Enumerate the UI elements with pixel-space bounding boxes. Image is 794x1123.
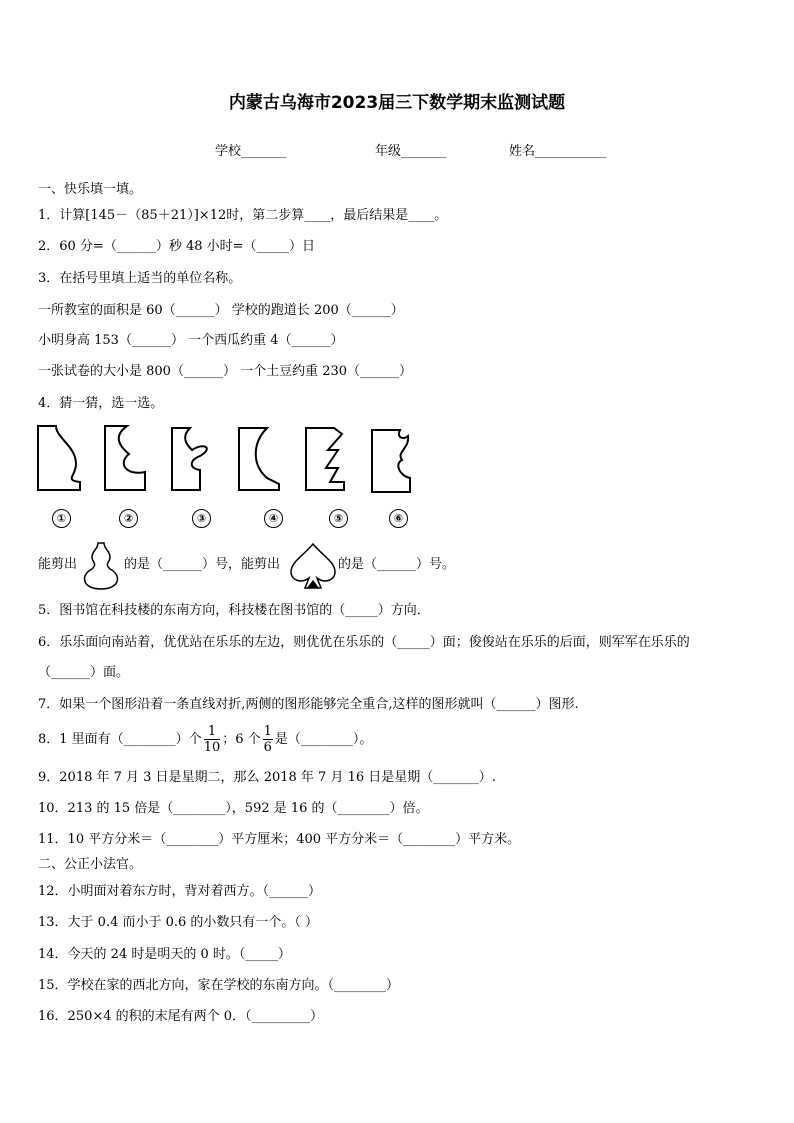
cut-shape-5-icon: [304, 424, 350, 494]
question-4: 4．猜一猜，选一选。: [38, 396, 164, 411]
question-13: 13．大于 0.4 而小于 0.6 的小数只有一个。（ ）: [38, 915, 319, 930]
question-4-answer-c: 的是（______）号。: [338, 557, 456, 572]
cut-shape-3-icon: [170, 424, 216, 494]
question-8-part-a: 8．1 里面有（________）个: [38, 732, 202, 747]
question-8-part-b: ；6 个: [222, 732, 261, 747]
question-11: 11．10 平方分米＝（________）平方厘米；400 平方分米＝（________）平方米。: [38, 832, 521, 847]
question-16: 16．250×4 的积的末尾有两个 0．（_________）: [38, 1009, 324, 1024]
question-8-part-c: 是（________）。: [274, 732, 373, 747]
question-6b: （______）面。: [38, 665, 130, 680]
option-mark-4: ④: [264, 509, 283, 528]
fraction-one-sixth: [263, 724, 273, 755]
option-mark-5: ⑤: [329, 509, 348, 528]
question-7: 7．如果一个图形沿着一条直线对折,两侧的图形能够完全重合,这样的图形就叫（______）图形.: [38, 697, 579, 712]
question-8: [38, 722, 372, 758]
question-6a: 6．乐乐面向南站着，优优站在乐乐的左边，则优优在乐乐的（_____）面；俊俊站在乐乐的后面，则军军在乐乐的: [38, 635, 690, 650]
cut-shape-4-icon: [237, 424, 283, 494]
question-4-answer-b: 的是（______）号，能剪出: [124, 557, 281, 572]
cut-shape-6-icon: [370, 424, 416, 496]
question-2: 2．60 分=（______）秒 48 小时=（_____）日: [38, 239, 316, 254]
cut-shape-2-icon: [103, 424, 149, 492]
question-5: 5．图书馆在科技楼的东南方向，科技楼在图书馆的（_____）方向．: [38, 603, 430, 618]
option-mark-3: ③: [192, 509, 211, 528]
fraction-numerator: 1: [204, 724, 221, 740]
fraction-denominator: 6: [263, 740, 272, 755]
section-heading-1: 一、快乐填一填。: [38, 182, 143, 197]
question-9: 9．2018 年 7 月 3 日是星期二，那么 2018 年 7 月 16 日是星期（_______）.: [38, 770, 496, 785]
question-3a: 一所教室的面积是 60（______） 学校的跑道长 200（______）: [38, 303, 404, 318]
section-heading-2: 二、公正小法官。: [38, 857, 143, 872]
question-3: 3．在括号里填上适当的单位名称。: [38, 271, 242, 286]
fraction-denominator: 10: [203, 740, 221, 755]
fraction-one-tenth: [204, 724, 221, 755]
question-1: 1．计算[145－（85＋21）]×12时，第二步算____，最后结果是____。: [38, 208, 448, 223]
question-3c: 一张试卷的大小是 800（______） 一个土豆约重 230（______）: [38, 364, 413, 379]
question-10: 10．213 的 15 倍是（________），592 是 16 的（________）倍。: [38, 801, 429, 816]
school-field: 学校_______: [215, 144, 287, 159]
grade-field: 年级_______: [375, 144, 447, 159]
option-mark-1: ①: [52, 509, 71, 528]
option-mark-6: ⑥: [389, 509, 408, 528]
gourd-icon: [80, 541, 122, 591]
page-title: 内蒙古乌海市2023届三下数学期末监测试题: [228, 93, 566, 113]
cut-shape-1-icon: [36, 424, 82, 492]
fraction-numerator: 1: [263, 724, 272, 739]
name-field: 姓名___________: [509, 144, 607, 159]
question-15: 15．学校在家的西北方向，家在学校的东南方向。（________）: [38, 978, 400, 993]
question-3b: 小明身高 153（______） 一个西瓜约重 4（______）: [38, 333, 344, 348]
question-4-answer-a: 能剪出: [38, 557, 78, 572]
question-14: 14．今天的 24 时是明天的 0 时。（_____）: [38, 947, 291, 962]
spade-icon: [289, 542, 337, 590]
option-mark-2: ②: [119, 509, 138, 528]
question-12: 12．小明面对着东方时，背对着西方。（______）: [38, 884, 322, 899]
